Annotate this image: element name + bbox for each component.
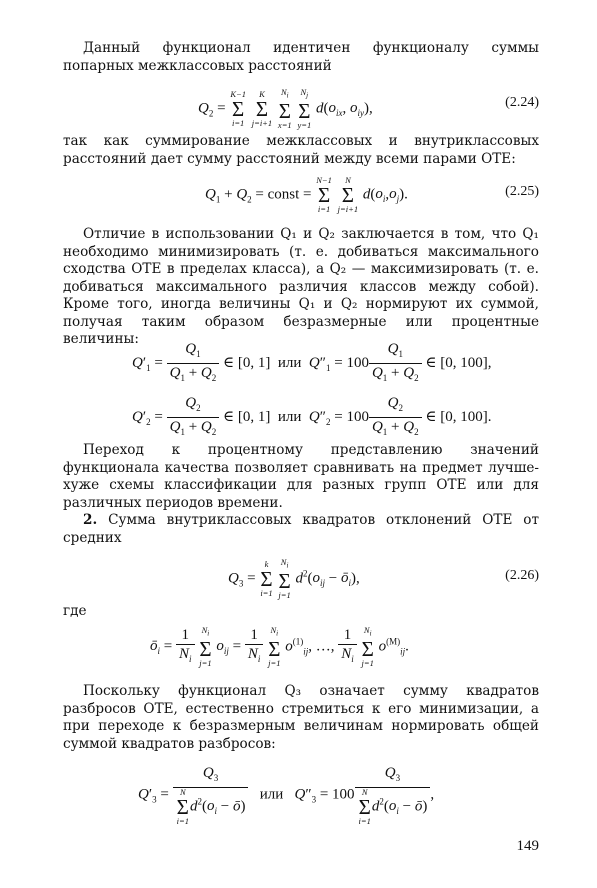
hundred-value: 100	[332, 786, 355, 803]
paragraph-difference: Отличие в использовании Q₁ и Q₂ заключается в том, что Q₁ необходимо минимизировать (т. е. добиваться максимального сходства ОТЕ в пределах класса), а Q₂ — максимизировать (т. е. добиваться максимального различия классов между собой). Кроме того, иногда величины Q₁ и Q₂ нормируют их суммой, получая таким образом безразмерные или процентные величины:	[63, 226, 539, 347]
formula-2-25: $Q_1 + Q_2$ = const = N−1 Σ i=1 N Σ j=i+1 $d(o_i,o_j)$. (2.25)	[205, 175, 539, 214]
paragraph-q3-minimization: Поскольку функционал Q₃ означает сумму квадратов разбросов ОТЕ, естественно стремиться к его минимизации, а при переходе к безразмерным величинам нормировать общей суммой квадратов разбросов:	[63, 683, 539, 752]
formula-2-26: $Q_3$ = k Σ i=1 $N_i$ Σ j=1 $d^2(o_{ij}$ − $ō_i$), (2.26)	[228, 557, 539, 600]
hundred-value: 100	[346, 354, 369, 371]
paragraph-intro: Данный функционал идентичен функционалу суммы попарных межклассовых расстояний	[63, 40, 539, 74]
equation-number: (2.25)	[505, 184, 539, 199]
hundred-value: 100	[346, 408, 369, 425]
paragraph-item-2	[63, 512, 539, 547]
or-word: или	[259, 786, 284, 803]
equation-number: (2.24)	[505, 95, 539, 110]
item-number: 2.	[83, 512, 98, 528]
formula-mean: $ō_i$ = $\frac{1}{N_i}$ $N_i$ Σ j=1 $o_{ij}$ = $\frac{1}{N_i}$ $N_i$ Σ j=1 $o^{(1)}_{ij}$, …, $\frac{1}{N_i}$ $N_i$ Σ j=1 $o^{(M)}_{ij}$.	[150, 625, 409, 668]
formula-2-24: $Q_2$ = K−1 Σ i=1 K Σ j=i+1 $N_i$ Σ x=1 $N_j$ Σ y=1 $d(o_{ix}$, $o_{iy}$), (2.24)	[198, 87, 539, 130]
or-word: или	[277, 354, 302, 371]
paragraph-sum-explanation: так как суммирование межклассовых и внутриклассовых расстояний дает сумму расстояний между всеми парами ОТЕ:	[63, 133, 539, 167]
range-0-1: ∈ [0, 1]	[223, 354, 271, 371]
equation-number: (2.26)	[505, 568, 539, 583]
item-text: Сумма внутриклассовых квадратов отклонений ОТЕ от средних	[63, 512, 539, 546]
const-label: const	[267, 186, 300, 203]
or-word: или	[277, 408, 302, 425]
range-0-100: ∈ [0, 100].	[425, 408, 492, 425]
formula-q1-normalized: $Q'_1$ = $\frac{Q_1}{Q_1 + Q_2}$ ∈ [0, 1] или $Q''_1 = 100$ $\frac{Q_1}{Q_1 + Q_2}$ ∈ [0, 100],	[132, 341, 492, 383]
formula-q3-normalized: $Q'_3$ = $Q_3$ N Σ i=1 $d^2(o_i$ − ō) или $Q''_3 = 100$ $Q_3$ N Σ i=1 $d^2(o_i$ − ō) ,	[138, 765, 435, 826]
where-label: где	[63, 603, 87, 619]
range-0-1: ∈ [0, 1]	[223, 408, 271, 425]
page-number: 149	[516, 838, 539, 854]
range-0-100: ∈ [0, 100],	[425, 354, 492, 371]
formula-q2-normalized: $Q'_2$ = $\frac{Q_2}{Q_1 + Q_2}$ ∈ [0, 1] или $Q''_2 = 100$ $\frac{Q_2}{Q_1 + Q_2}$ ∈ [0, 100].	[132, 395, 492, 437]
paragraph-percent: Переход к процентному представлению значений функционала качества позволяет сравнивать на предмет лучше-хуже схемы классификации для разных групп ОТЕ или для различных периодов времени.	[63, 442, 539, 511]
